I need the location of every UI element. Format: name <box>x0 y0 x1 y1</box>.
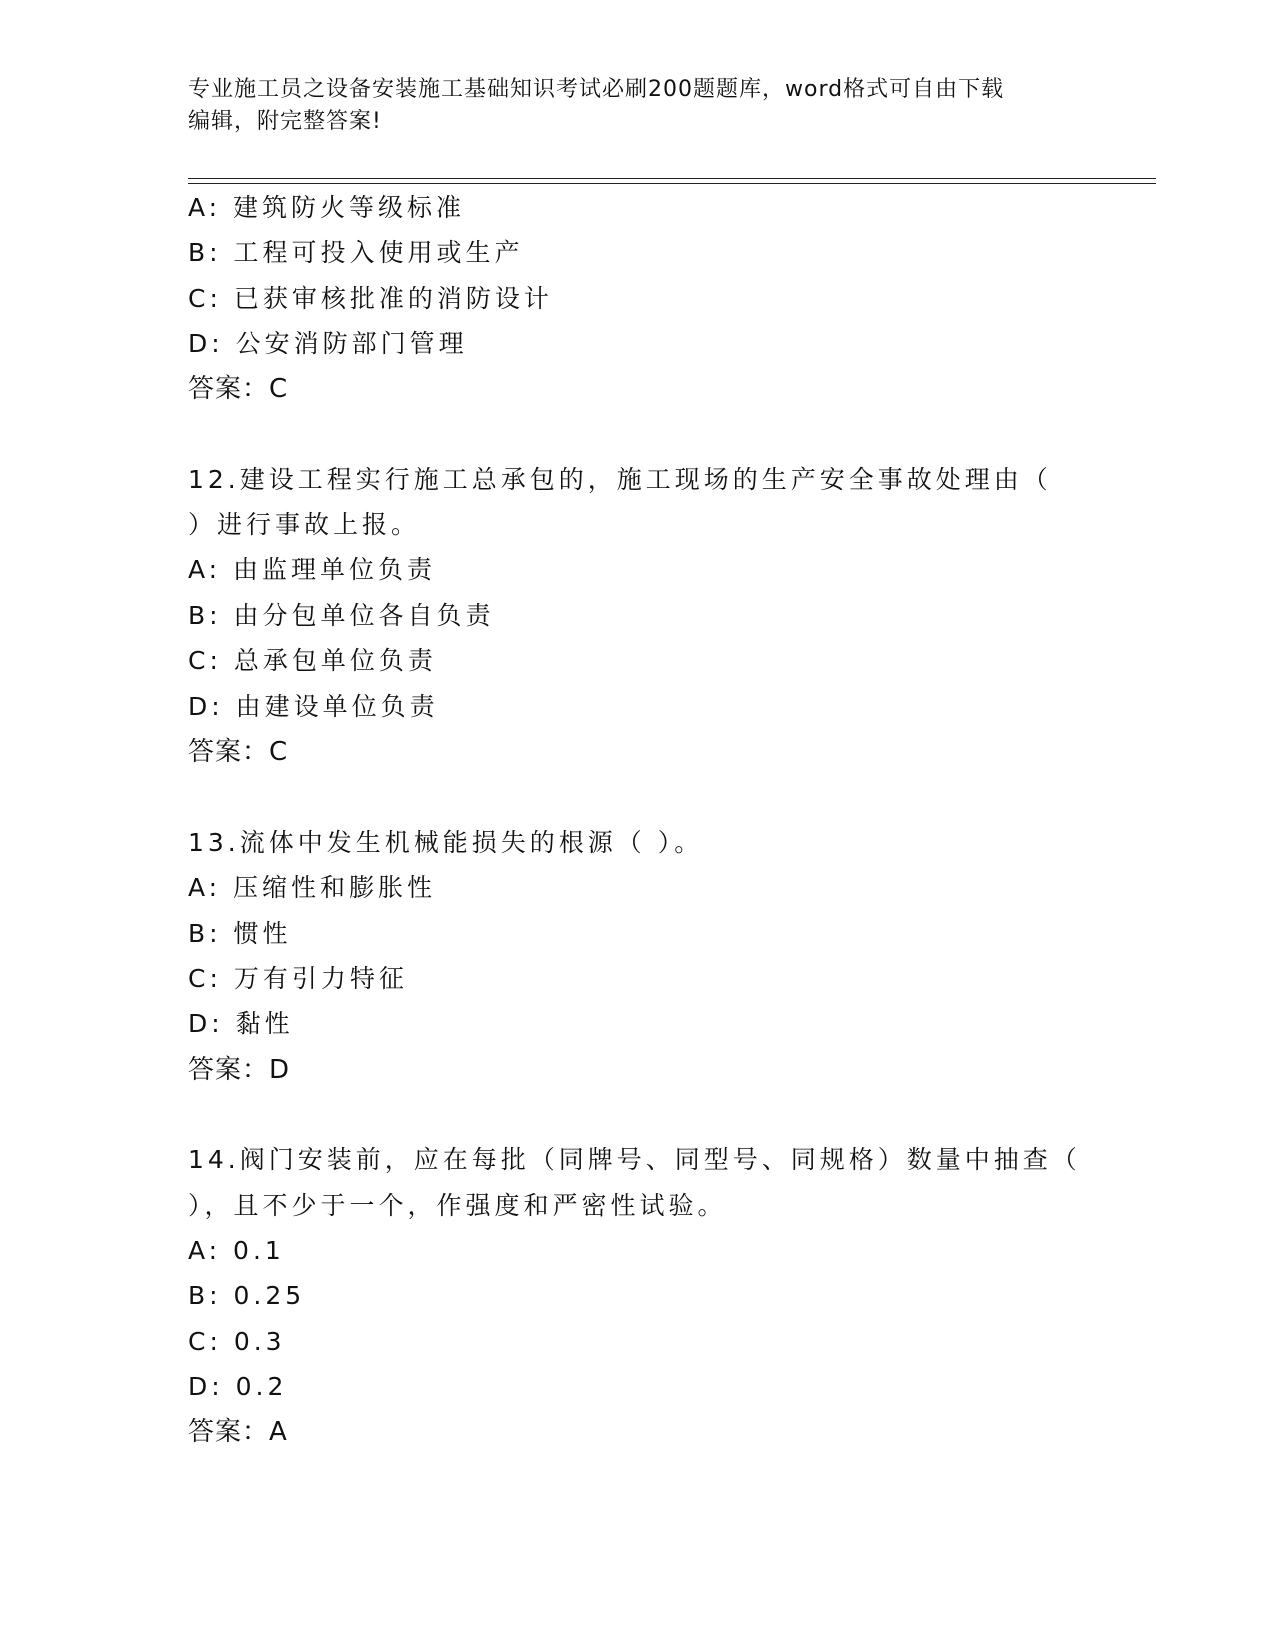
q11-option-d: D: 公安消防部门管理 <box>188 329 468 358</box>
q12-option-c: C: 总承包单位负责 <box>188 646 437 675</box>
q14-stem-line-2: ），且不少于一个，作强度和严密性试验。 <box>188 1191 727 1220</box>
header-divider-bottom <box>188 183 1156 184</box>
q13-option-c: C: 万有引力特征 <box>188 964 408 993</box>
q12-stem-line-1: 12.建设工程实行施工总承包的，施工现场的生产安全事故处理由（ <box>188 465 1052 494</box>
header-title-line-1: 专业施工员之设备安装施工基础知识考试必刷200题题库，word格式可自由下载 <box>188 77 1005 102</box>
q14-option-c: C: 0.3 <box>188 1327 286 1356</box>
q14-option-d: D: 0.2 <box>188 1372 288 1401</box>
header-title-line-2: 编辑，附完整答案! <box>188 109 382 134</box>
document-header <box>188 74 1088 138</box>
q14-answer: 答案：A <box>188 1417 288 1447</box>
q12-option-b: B: 由分包单位各自负责 <box>188 601 495 630</box>
q12-answer: 答案：C <box>188 737 289 767</box>
q12-stem-line-2: ）进行事故上报。 <box>188 510 421 539</box>
q11-answer: 答案：C <box>188 374 289 404</box>
q14-stem-line-1: 14.阀门安装前，应在每批（同牌号、同型号、同规格）数量中抽查（ <box>188 1145 1081 1174</box>
q14-option-b: B: 0.25 <box>188 1281 306 1310</box>
q13-option-d: D: 黏性 <box>188 1009 294 1038</box>
q11-option-b: B: 工程可投入使用或生产 <box>188 238 524 267</box>
q11-option-c: C: 已获审核批准的消防设计 <box>188 284 553 313</box>
q13-option-b: B: 惯性 <box>188 919 292 948</box>
q11-option-a: A: 建筑防火等级标准 <box>188 193 466 222</box>
q12-option-d: D: 由建设单位负责 <box>188 692 439 721</box>
q13-stem-line-1: 13.流体中发生机械能损失的根源（ ）。 <box>188 828 704 857</box>
q12-option-a: A: 由监理单位负责 <box>188 555 437 584</box>
header-divider-top <box>188 178 1156 179</box>
q14-option-a: A: 0.1 <box>188 1236 285 1265</box>
q13-answer: 答案：D <box>188 1055 291 1085</box>
q13-option-a: A: 压缩性和膨胀性 <box>188 873 437 902</box>
